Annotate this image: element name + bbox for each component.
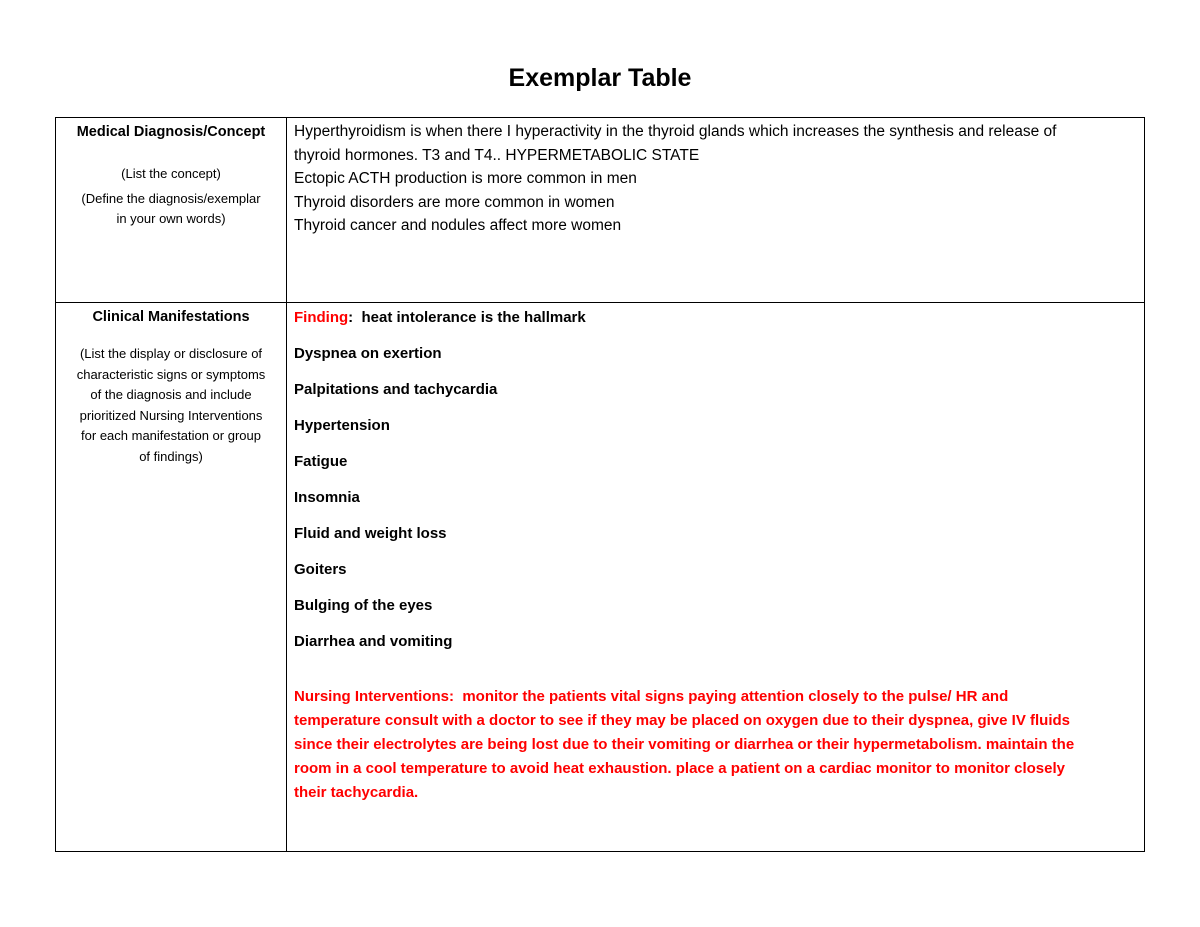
list-item: Fatigue <box>294 453 348 470</box>
diagnosis-label-cell <box>56 118 287 303</box>
manifestations-heading: Clinical Manifestations <box>92 309 250 325</box>
instruction-line: prioritized Nursing Interventions <box>79 407 263 423</box>
interventions-line: since their electrolytes are being lost due to their vomiting or diarrhea or their hypermetabolism. maintain the <box>294 736 1075 753</box>
nursing-interventions <box>294 685 1138 805</box>
diagnosis-heading: Medical Diagnosis/Concept <box>76 124 266 140</box>
diagnosis-text <box>294 120 1138 238</box>
instruction-line: of findings) <box>139 448 203 464</box>
text-line: Hyperthyroidism is when there I hyperactivity in the thyroid glands which increases the synthesis and release of <box>294 123 1057 140</box>
page-title: Exemplar Table <box>508 64 692 92</box>
exemplar-table <box>55 117 1145 852</box>
finding-text: heat intolerance is the hallmark <box>353 309 586 326</box>
instruction-line: (List the display or disclosure of <box>79 346 263 361</box>
diagnosis-instruction: (Define the diagnosis/exemplar <box>81 190 261 206</box>
list-item: Fluid and weight loss <box>294 525 447 542</box>
manifestations-label-cell <box>56 303 287 852</box>
list-item: Hypertension <box>294 417 390 434</box>
finding-colon: : <box>348 309 354 326</box>
text-line: Ectopic ACTH production is more common in men <box>294 170 637 187</box>
instruction-line: characteristic signs or symptoms <box>76 366 266 382</box>
list-item: Diarrhea and vomiting <box>294 633 453 650</box>
manifestations-list <box>294 309 1138 651</box>
finding-line <box>294 309 1138 327</box>
list-item: Palpitations and tachycardia <box>294 381 498 398</box>
finding-label: Finding <box>294 309 349 326</box>
diagnosis-content-cell <box>287 118 1145 303</box>
text-line: thyroid hormones. T3 and T4.. HYPERMETABOLIC STATE <box>294 146 700 164</box>
list-item: Bulging of the eyes <box>294 597 433 614</box>
list-item: Dyspnea on exertion <box>294 345 442 362</box>
interventions-line: room in a cool temperature to avoid heat exhaustion. place a patient on a cardiac monitor to monitor closely <box>294 760 1065 777</box>
list-item: Goiters <box>294 561 347 578</box>
interventions-line: Nursing Interventions: monitor the patients vital signs paying attention closely to the pulse/ HR and <box>294 688 1009 705</box>
diagnosis-instruction: (List the concept) <box>121 166 221 181</box>
interventions-line: temperature consult with a doctor to see if they may be placed on oxygen due to their dyspnea, give IV fluids <box>294 712 1070 729</box>
instruction-line: for each manifestation or group <box>81 428 261 443</box>
table-row <box>56 118 1145 303</box>
manifestations-content-cell <box>287 303 1145 852</box>
interventions-line: their tachycardia. <box>294 784 419 801</box>
list-item: Insomnia <box>294 489 360 506</box>
table-row <box>56 303 1145 852</box>
diagnosis-instruction: in your own words) <box>116 211 226 226</box>
text-line: Thyroid disorders are more common in women <box>294 193 615 211</box>
text-line: Thyroid cancer and nodules affect more women <box>294 217 622 234</box>
instruction-line: of the diagnosis and include <box>90 387 252 402</box>
manifestations-instructions <box>56 344 286 467</box>
